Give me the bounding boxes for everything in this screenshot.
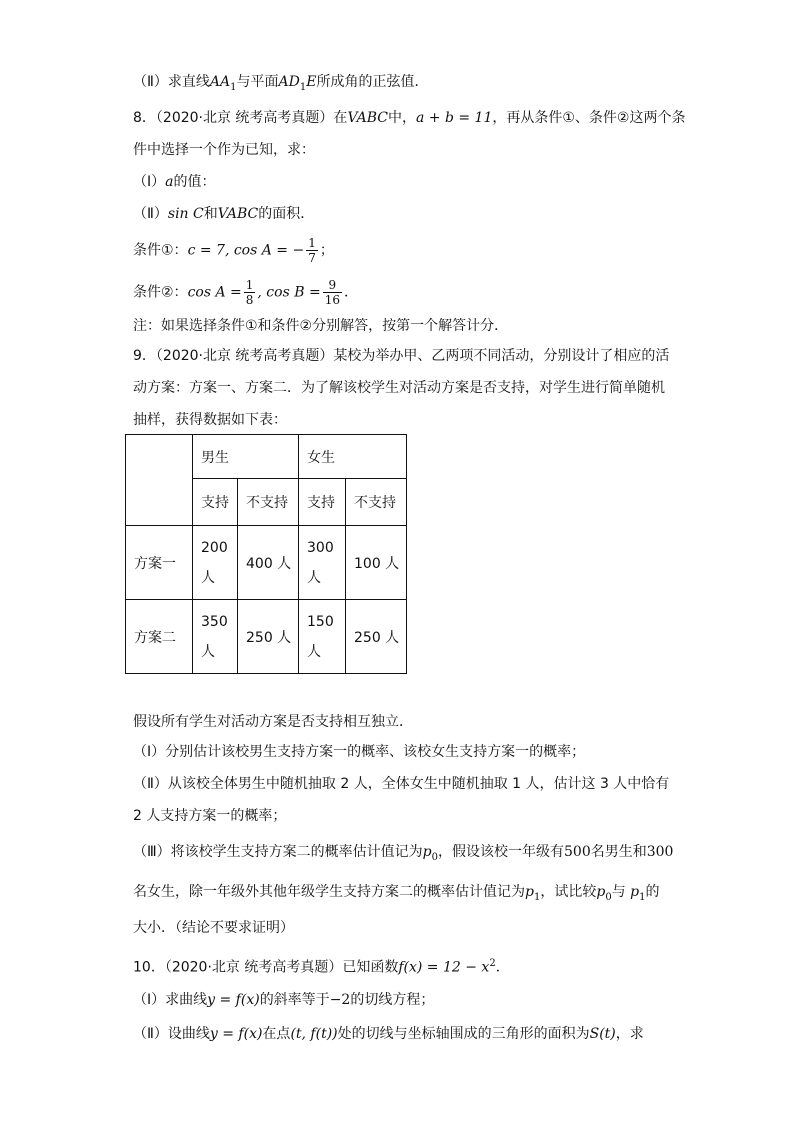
text: ． xyxy=(343,284,358,301)
math: , cos B = xyxy=(257,284,321,301)
q9-part2: （Ⅱ）从该校全体男生中随机抽取 2 人，全体女生中随机抽取 1 人，估计这 3 人中恰有 xyxy=(133,776,670,792)
header-female: 女生 xyxy=(299,435,407,479)
row-label: 方案一 xyxy=(126,526,193,600)
text: 名男生和 xyxy=(590,844,647,860)
math: p xyxy=(422,844,432,860)
numerator: 1 xyxy=(245,278,254,292)
q7-part2 xyxy=(133,72,428,98)
math: a xyxy=(165,174,174,190)
text: （Ⅱ）求直线 xyxy=(133,74,210,90)
cell-unit: 人 xyxy=(201,569,215,586)
row-label: 方案二 xyxy=(126,600,193,674)
q8-condition1 xyxy=(133,236,334,265)
text: 的面积． xyxy=(258,206,315,222)
fraction xyxy=(323,278,342,307)
header-support: 支持 xyxy=(193,479,238,526)
header-not-support: 不支持 xyxy=(238,479,299,526)
math: AD xyxy=(278,74,300,90)
cell xyxy=(193,526,238,600)
text: ，假设该校一年级有 xyxy=(438,844,564,860)
text: 与 xyxy=(611,884,626,900)
math-sup: 2 xyxy=(489,958,496,969)
text: （Ⅰ）求曲线 xyxy=(133,992,208,1008)
math: VABC xyxy=(217,206,259,222)
cell-value: 200 xyxy=(201,539,228,556)
q9-part2-cont: 2 人支持方案一的概率； xyxy=(133,808,287,824)
text: ，试比较 xyxy=(540,884,597,900)
numerator: 9 xyxy=(323,278,342,293)
text: 的 xyxy=(645,884,660,900)
text: （Ⅱ） xyxy=(133,206,168,222)
cell: 250 人 xyxy=(238,600,299,674)
math-sub: 1 xyxy=(299,81,307,93)
math-sub: 1 xyxy=(639,891,646,903)
math: sin C xyxy=(167,206,204,222)
math-sub: 0 xyxy=(605,891,612,903)
math: 300 xyxy=(646,844,674,860)
q9-part3 xyxy=(133,842,673,868)
math: AA xyxy=(209,74,231,90)
math-sub: 1 xyxy=(533,891,541,903)
text: （Ⅰ） xyxy=(133,174,166,190)
q9-assume: 假设所有学生对活动方案是否支持相互独立． xyxy=(133,714,413,730)
numerator: 1 xyxy=(308,236,316,250)
text: （Ⅱ）设曲线 xyxy=(133,1026,210,1042)
fraction xyxy=(306,236,318,265)
text: 中， xyxy=(387,110,416,126)
text: 条件①： xyxy=(133,242,188,259)
math: (t, f(t)) xyxy=(290,1026,338,1042)
cell xyxy=(299,526,346,600)
q9-part1: （Ⅰ）分别估计该校男生支持方案一的概率、该校女生支持方案一的概率； xyxy=(133,744,586,760)
cell-value: 150 xyxy=(307,613,334,630)
math: p xyxy=(596,884,606,900)
math: p xyxy=(630,884,640,900)
denominator: 7 xyxy=(308,251,316,265)
math-sub: 0 xyxy=(431,851,438,863)
text: 所成角的正弦值． xyxy=(316,74,429,90)
cell xyxy=(299,600,346,674)
q9-stem-2: 动方案：方案一、方案二．为了解该校学生对活动方案是否支持，对学生进行简单随机 xyxy=(133,380,665,396)
q9-part3-cont xyxy=(133,882,659,908)
header-not-support: 不支持 xyxy=(346,479,407,526)
math: f(x) = 12 − x xyxy=(398,959,490,976)
math: E xyxy=(306,74,317,90)
cell: 250 人 xyxy=(346,600,407,674)
math: −2 xyxy=(329,992,351,1008)
math: S(t) xyxy=(589,1026,616,1042)
math: y = f(x) xyxy=(207,992,260,1008)
math: c = 7, cos A = − xyxy=(187,242,305,259)
math: a + b = 11 xyxy=(415,110,493,126)
denominator: 8 xyxy=(245,293,254,307)
text: ； xyxy=(319,242,334,259)
header-male: 男生 xyxy=(193,435,299,479)
text: 的值： xyxy=(173,174,216,190)
text: 处的切线与坐标轴围成的三角形的面积为 xyxy=(337,1026,590,1042)
survey-table xyxy=(125,434,407,674)
q9-part3-end: 大小．（结论不要求证明） xyxy=(133,920,294,936)
cell xyxy=(193,600,238,674)
text: 在点 xyxy=(262,1026,291,1042)
q10-part2 xyxy=(133,1024,644,1044)
text: （Ⅲ）将该校学生支持方案二的概率估计值记为 xyxy=(133,844,423,860)
q10-part1 xyxy=(133,990,434,1010)
text: 与平面 xyxy=(236,74,279,90)
table-row xyxy=(126,526,407,600)
q8-stem-2: 件中选择一个作为已知，求： xyxy=(133,142,315,158)
text: 10．（2020·北京 统考高考真题）已知函数 xyxy=(133,959,399,976)
text: ，求 xyxy=(615,1026,644,1042)
text: 8．（2020·北京 统考高考真题）在 xyxy=(133,110,348,126)
cell-value: 300 xyxy=(307,539,334,556)
text: 的切线方程； xyxy=(350,992,435,1008)
q9-stem-1: 9．（2020·北京 统考高考真题）某校为举办甲、乙两项不同活动，分别设计了相应的活 xyxy=(133,348,670,364)
text: ，再从条件①、条件②这两个条 xyxy=(492,110,686,126)
cell: 100 人 xyxy=(346,526,407,600)
math: p xyxy=(525,884,534,900)
q8-note: 注：如果选择条件①和条件②分别解答，按第一个解答计分． xyxy=(133,318,509,334)
table-row xyxy=(126,600,407,674)
text: ． xyxy=(495,959,510,976)
q10-stem xyxy=(133,954,510,978)
text: 的斜率等于 xyxy=(259,992,330,1008)
q8-condition2 xyxy=(133,278,358,307)
cell-unit: 人 xyxy=(307,569,321,586)
cell-unit: 人 xyxy=(201,643,215,660)
q8-stem xyxy=(133,108,685,128)
text: 条件②： xyxy=(133,284,188,301)
table-corner xyxy=(126,435,193,526)
denominator: 16 xyxy=(324,293,340,307)
cell-unit: 人 xyxy=(307,643,321,660)
q8-part2 xyxy=(133,204,314,224)
math-sub: 1 xyxy=(230,81,237,93)
fraction xyxy=(244,278,256,307)
q8-part1 xyxy=(133,172,216,192)
math: VABC xyxy=(347,110,388,126)
cell: 400 人 xyxy=(238,526,299,600)
math: y = f(x) xyxy=(209,1026,263,1042)
text: 和 xyxy=(203,206,218,222)
header-support: 支持 xyxy=(299,479,346,526)
q9-stem-3: 抽样，获得数据如下表： xyxy=(133,412,287,428)
text: 名女生，除一年级外其他年级学生支持方案二的概率估计值记为 xyxy=(133,884,525,900)
math: 500 xyxy=(564,844,591,860)
math: cos A = xyxy=(187,284,242,301)
cell-value: 350 xyxy=(201,613,228,630)
